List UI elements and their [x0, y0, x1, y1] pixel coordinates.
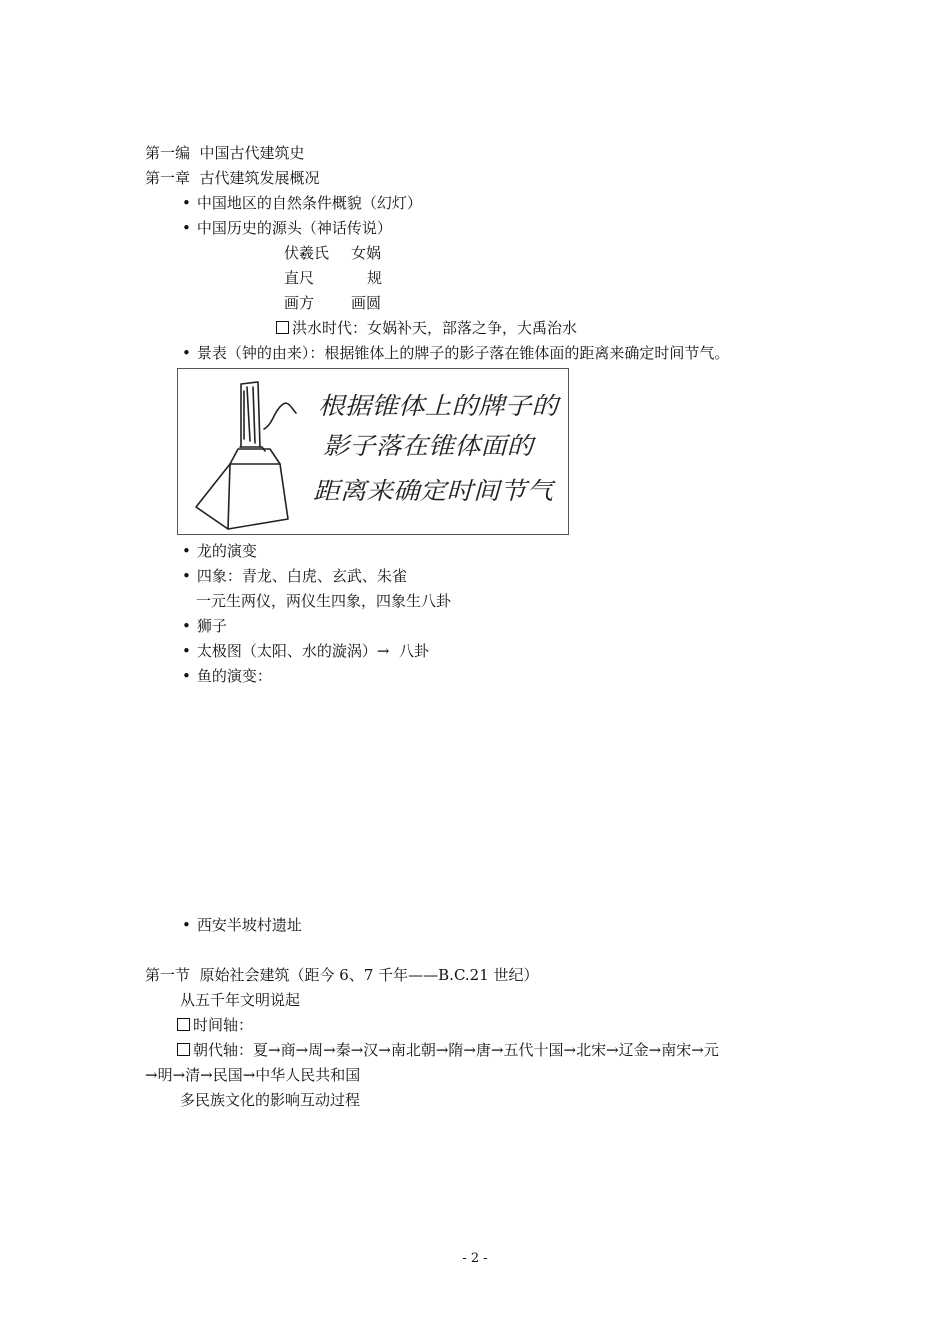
timeline-label: 时间轴：: [177, 1015, 253, 1035]
bullet-dragon: • 龙的演变: [182, 541, 257, 561]
handwriting-line-1: 根据锥体上的牌子的: [318, 392, 562, 420]
bullet-natural-conditions: • 中国地区的自然条件概貌（幻灯）: [182, 193, 422, 213]
bullet-jingbiao: • 景表（钟的由来）：根据锥体上的牌子的影子落在锥体面的距离来确定时间节气。: [182, 343, 729, 363]
dynasty-line-1: 朝代轴：夏→商→周→秦→汉→南北朝→隋→唐→五代十国→北宋→辽金→南宋→元: [177, 1040, 719, 1060]
influence-line: 多民族文化的影响互动过程: [180, 1091, 361, 1109]
dynasty-line-2: →明→清→民国→中华人民共和国: [145, 1066, 361, 1084]
myth-row-3-right: 画圆: [351, 294, 382, 312]
part-title: 第一编 中国古代建筑史: [145, 144, 305, 162]
myth-row-1-left: 伏羲氏: [284, 244, 330, 262]
bullet-four-symbols: • 四象：青龙、白虎、玄武、朱雀: [182, 566, 407, 586]
intro-line: 从五千年文明说起: [180, 991, 301, 1009]
handwriting-line-3: 距离来确定时间节气: [313, 477, 557, 505]
myth-row-2-left: 直尺: [284, 269, 315, 287]
bullet-history-origin: • 中国历史的源头（神话传说）: [182, 218, 392, 238]
handwriting-line-2: 影子落在锥体面的: [323, 432, 537, 460]
yuan-line: 一元生两仪，两仪生四象，四象生八卦: [196, 592, 452, 610]
myth-row-3-left: 画方: [284, 294, 315, 312]
jingbiao-sketch-figure: [177, 368, 569, 535]
bullet-banpo: • 西安半坡村遗址: [182, 915, 302, 935]
bullet-fish: • 鱼的演变：: [182, 666, 272, 686]
chapter-title: 第一章 古代建筑发展概况: [145, 169, 320, 187]
bullet-taiji: • 太极图（太阳、水的漩涡）→ 八卦: [182, 641, 429, 661]
myth-row-1-right: 女娲: [351, 244, 382, 262]
jingbiao-sketch-drawing: [178, 369, 568, 534]
flood-era-line: 洪水时代：女娲补天，部落之争，大禹治水: [276, 318, 577, 338]
myth-row-2-right: 规: [367, 269, 383, 287]
section-title: 第一节 原始社会建筑（距今 6、7 千年——B.C.21 世纪）: [145, 966, 539, 984]
page-number: - 2 -: [462, 1251, 488, 1266]
bullet-lion: • 狮子: [182, 616, 227, 636]
